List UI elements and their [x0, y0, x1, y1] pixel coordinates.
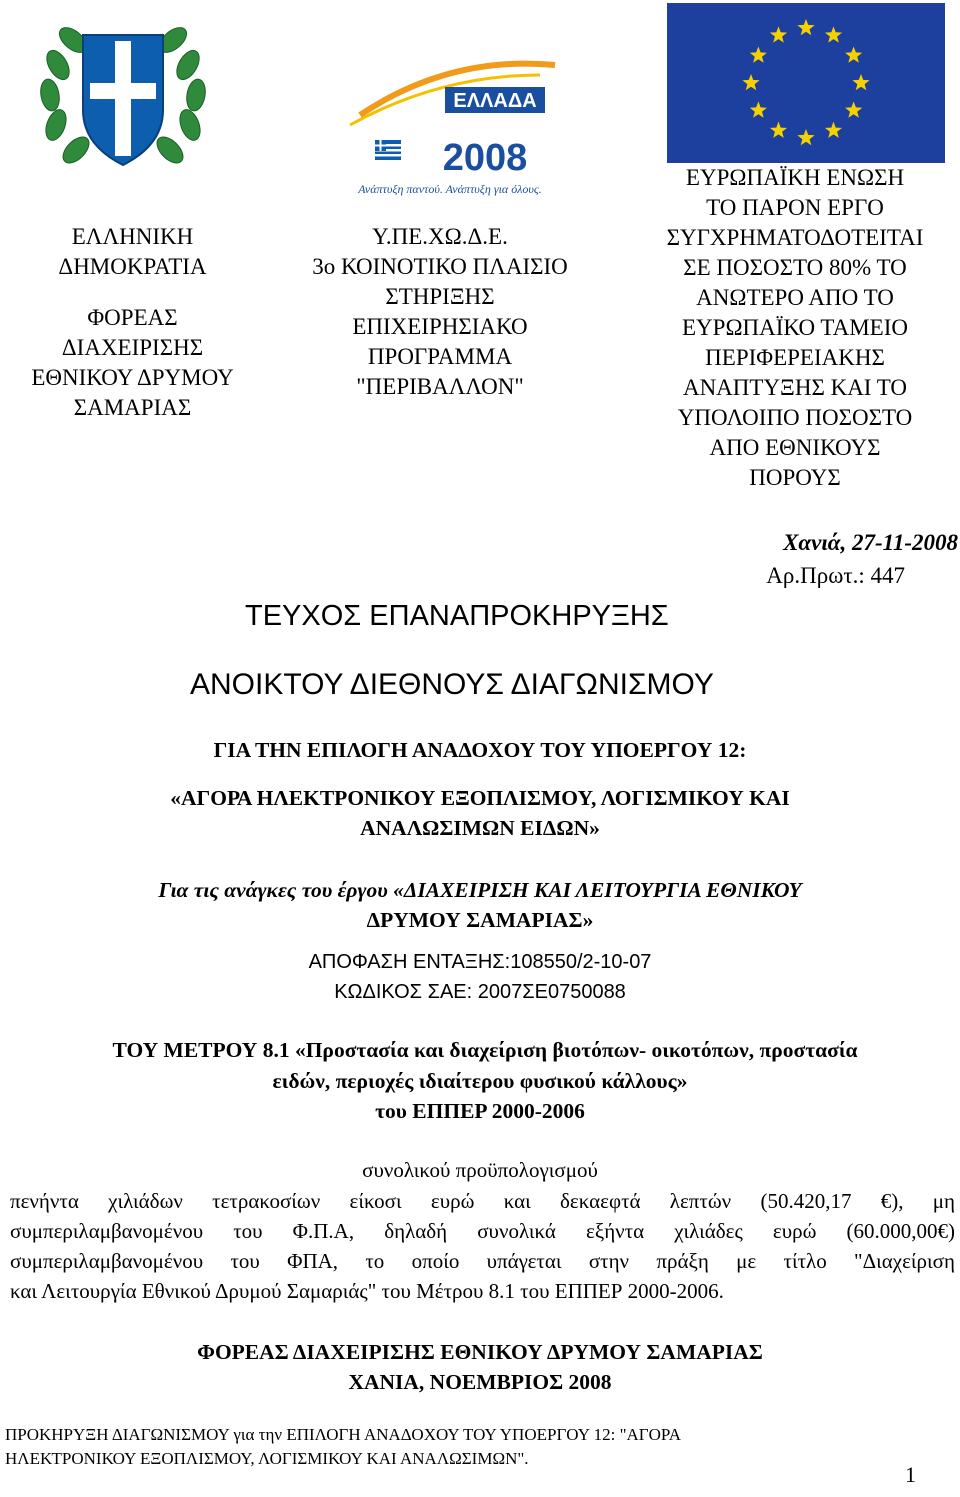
project-needs-line-2: ΔΡΥΜΟΥ ΣΑΜΑΡΙΑΣ»: [366, 908, 594, 932]
eu-line-3: ΣΥΓΧΡΗΜΑΤΟΔΟΤΕΙΤΑΙ: [666, 225, 924, 250]
ministry-line-6: "ΠΕΡΙΒΑΛΛΟΝ": [356, 374, 524, 399]
footer-line-1: ΠΡΟΚΗΡΥΞΗ ΔΙΑΓΩΝΙΣΜΟΥ για την ΕΠΙΛΟΓΗ ΑΝΑΔΟΧΟΥ ΤΟΥ ΥΠΟΕΡΓΟΥ 12: "ΑΓΟΡΑ: [5, 1425, 682, 1444]
eu-line-10: ΑΠΟ ΕΘΝΙΚΟΥΣ: [709, 435, 881, 460]
eu-line-7: ΠΕΡΙΦΕΡΕΙΑΚΗΣ: [705, 345, 885, 370]
project-needs-text: Για τις ανάγκες του έργου «ΔΙΑΧΕΙΡΙΣΗ ΚΑΙ ΛΕΙΤΟΥΡΓΙΑ ΕΘΝΙΚΟΥ: [158, 878, 802, 902]
greece-2008-logo: [330, 45, 570, 205]
eu-line-4: ΣΕ ΠΟΣΟΣΤΟ 80% ΤΟ: [683, 255, 907, 280]
issuer-header-left: [20, 222, 245, 423]
subject-line-2: ΑΝΑΛΩΣΙΜΩΝ ΕΙΔΩΝ»: [360, 816, 600, 840]
eu-line-8: ΑΝΑΠΤΥΞΗΣ ΚΑΙ ΤΟ: [682, 375, 908, 400]
page-number: 1: [905, 1462, 916, 1487]
logo-year: 2008: [442, 137, 528, 179]
budget-line-3: συμπεριλαμβανομένου του ΦΠΑ, το οποίο υπάγεται στην πράξη με τίτλο "Διαχείριση: [10, 1249, 955, 1273]
issuer-line-1: ΦΟΡΕΑΣ ΔΙΑΧΕΙΡΙΣΗΣ ΕΘΝΙΚΟΥ ΔΡΥΜΟΥ ΣΑΜΑΡΙΑΣ: [197, 1340, 763, 1364]
logo-slogan: Ανάπτυξη παντού. Ανάπτυξη για όλους.: [358, 182, 542, 196]
eu-line-11: ΠΟΡΟΥΣ: [749, 465, 841, 490]
authority-line-3: ΕΘΝΙΚΟΥ ΔΡΥΜΟΥ: [31, 365, 234, 390]
eu-line-5: ΑΝΩΤΕΡΟ ΑΠΟ ΤΟ: [696, 285, 894, 310]
inclusion-decision: ΑΠΟΦΑΣΗ ΕΝΤΑΞΗΣ:108550/2-10-07: [308, 951, 652, 973]
budget-heading: συνολικού προϋπολογισμού: [362, 1158, 598, 1182]
greek-coat-of-arms-icon: [28, 5, 218, 185]
ministry-line-3: ΣΤΗΡΙΞΗΣ: [385, 284, 495, 309]
selection-title: ΓΙΑ ΤΗΝ ΕΠΙΛΟΓΗ ΑΝΑΔΟΧΟΥ ΤΟΥ ΥΠΟΕΡΓΟΥ 12:: [213, 738, 747, 762]
authority-line-1: ΦΟΡΕΑΣ: [87, 305, 178, 330]
country-line-2: ΔΗΜΟΚΡΑΤΙΑ: [58, 254, 207, 279]
protocol-number: Αρ.Πρωτ.: 447: [766, 563, 905, 588]
ministry-line-1: Υ.ΠΕ.ΧΩ.Δ.Ε.: [372, 224, 508, 249]
measure-line-2: ειδών, περιοχές ιδιαίτερου φυσικού κάλλους»: [272, 1069, 688, 1093]
country-line-1: ΕΛΛΗΝΙΚΗ: [71, 224, 194, 249]
eu-flag-icon: [667, 3, 945, 163]
ministry-line-4: ΕΠΙΧΕΙΡΗΣΙΑΚΟ: [352, 314, 528, 339]
document-type-title: ΤΕΥΧΟΣ ΕΠΑΝΑΠΡΟΚΗΡΥΞΗΣ: [245, 600, 669, 632]
authority-line-2: ΔΙΑΧΕΙΡΙΣΗΣ: [61, 335, 204, 360]
eu-line-1: ΕΥΡΩΠΑΪΚΗ ΕΝΩΣΗ: [685, 165, 905, 190]
budget-line-4: και Λειτουργία Εθνικού Δρυμού Σαμαριάς" του Μέτρου 8.1 του ΕΠΠΕΡ 2000-2006.: [10, 1279, 724, 1303]
page-footer: [5, 1423, 905, 1471]
ministry-line-2: 3ο ΚΟΙΝΟΤΙΚΟ ΠΛΑΙΣΙΟ: [312, 254, 568, 279]
project-needs-line-1: [0, 875, 960, 905]
document-date: Χανιά, 27-11-2008: [783, 530, 958, 555]
eu-line-9: ΥΠΟΛΟΙΠΟ ΠΟΣΟΣΤΟ: [677, 405, 913, 430]
eu-funding-header-right: [636, 163, 954, 493]
eu-line-6: ΕΥΡΩΠΑΪΚΟ ΤΑΜΕΙΟ: [682, 315, 908, 340]
competition-title: ΑΝΟΙΚΤΟΥ ΔΙΕΘΝΟΥΣ ΔΙΑΓΩΝΙΣΜΟΥ: [190, 668, 714, 701]
ministry-line-5: ΠΡΟΓΡΑΜΜΑ: [367, 344, 513, 369]
measure-line-3: του ΕΠΠΕΡ 2000-2006: [375, 1099, 585, 1123]
budget-paragraph: [10, 1186, 955, 1306]
eu-line-2: ΤΟ ΠΑΡΟΝ ΕΡΓΟ: [706, 195, 884, 220]
logo-title: ΕΛΛΑΔΑ: [453, 90, 537, 112]
footer-line-2: ΗΛΕΚΤΡΟΝΙΚΟΥ ΕΞΟΠΛΙΣΜΟΥ, ΛΟΓΙΣΜΙΚΟΥ ΚΑΙ ΑΝΑΛΩΣΙΜΩΝ".: [5, 1449, 529, 1468]
subject-line-1: «ΑΓΟΡΑ ΗΛΕΚΤΡΟΝΙΚΟΥ ΕΞΟΠΛΙΣΜΟΥ, ΛΟΓΙΣΜΙΚΟΥ ΚΑΙ: [170, 786, 790, 810]
budget-line-2: συμπεριλαμβανομένου του Φ.Π.Α, δηλαδή συνολικά εξήντα χιλιάδες ευρώ (60.000,00€): [10, 1219, 955, 1243]
issuer-line-2: ΧΑΝΙΑ, ΝΟΕΜΒΡΙΟΣ 2008: [348, 1370, 612, 1394]
measure-line-1: ΤΟΥ ΜΕΤΡΟΥ 8.1 «Προστασία και διαχείριση βιοτόπων- οικοτόπων, προστασία: [112, 1038, 858, 1062]
ministry-header-middle: [270, 222, 610, 402]
budget-line-1: πενήντα χιλιάδων τετρακοσίων είκοσι ευρώ και δεκαεφτά λεπτών (50.420,17 €), μη: [10, 1189, 955, 1213]
authority-line-4: ΣΑΜΑΡΙΑΣ: [73, 395, 192, 420]
sae-code: ΚΩΔΙΚΟΣ ΣΑΕ: 2007ΣΕ0750088: [334, 981, 626, 1003]
